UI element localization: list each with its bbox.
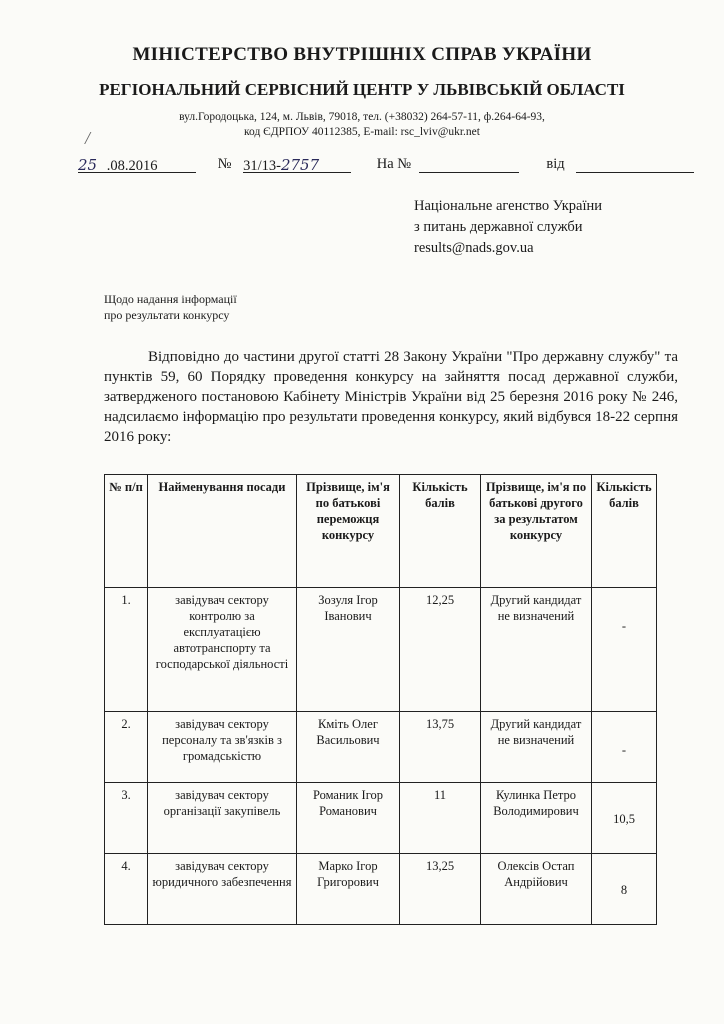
table-row [105, 783, 657, 854]
row-position: завідувач сектору юридичного забезпечення [148, 854, 297, 925]
row-position: завідувач сектору організації закупівель [148, 783, 297, 854]
ministry-title: МІНІСТЕРСТВО ВНУТРІШНІХ СПРАВ УКРАЇНИ [132, 44, 592, 65]
second-score-value: 10,5 [613, 812, 635, 826]
row-second: Другий кандидат не визначений [481, 588, 592, 712]
row-second-score [592, 712, 657, 783]
recipient-line-2: з питань державної служби [414, 219, 583, 235]
row-number: 1. [105, 588, 148, 712]
number-prefix: 31/13- [243, 158, 281, 174]
header-second-score: Кількість балів [592, 475, 657, 588]
body-paragraph [104, 347, 678, 447]
row-number: 3. [105, 783, 148, 854]
row-second: Другий кандидат не визначений [481, 712, 592, 783]
row-winner: Романик Ігор Романович [297, 783, 400, 854]
second-score-value: - [621, 619, 627, 633]
ref-label: На № [376, 156, 412, 172]
address-line-1: вул.Городоцька, 124, м. Львів, 79018, тел. (+38032) 264-57-11, ф.264-64-93, [179, 111, 545, 123]
results-table [104, 474, 657, 925]
registration-line [78, 156, 694, 173]
header-number: № п/п [105, 475, 148, 588]
row-second: Кулинка Петро Володимирович [481, 783, 592, 854]
header-position: Найменування посади [148, 475, 297, 588]
header-second: Прізвище, ім'я по батькові другого за результатом конкурсу [481, 475, 592, 588]
row-winner: Марко Ігор Григорович [297, 854, 400, 925]
recipient-block [414, 196, 602, 259]
recipient-email: results@nads.gov.ua [414, 240, 534, 256]
handwritten-number: 2757 [280, 156, 320, 174]
row-number: 4. [105, 854, 148, 925]
row-score: 11 [400, 783, 481, 854]
row-second: Олексів Остап Андрійович [481, 854, 592, 925]
table-row [105, 712, 657, 783]
recipient-line-1: Національне агенство України [414, 198, 602, 214]
pencil-mark-icon: / [85, 128, 91, 148]
second-score-value: - [621, 743, 627, 757]
from-label: від [546, 156, 565, 172]
address-line-2: код ЄДРПОУ 40112385, E-mail: rsc_lviv@ukr.net [244, 126, 480, 138]
number-label: № [217, 156, 232, 172]
subject-line-1: Щодо надання інформації [104, 292, 237, 306]
row-score: 13,25 [400, 854, 481, 925]
row-score: 12,25 [400, 588, 481, 712]
row-second-score [592, 783, 657, 854]
row-second-score [592, 588, 657, 712]
subject-block [104, 291, 237, 323]
ref-number-blank [419, 156, 519, 173]
from-date-blank [576, 156, 694, 173]
header-score: Кількість балів [400, 475, 481, 588]
center-title: РЕГІОНАЛЬНИЙ СЕРВІСНИЙ ЦЕНТР У ЛЬВІВСЬКІЙ ОБЛАСТІ [99, 80, 625, 99]
second-score-value: 8 [620, 883, 628, 897]
table-row [105, 854, 657, 925]
row-position: завідувач сектору персоналу та зв'язків з громадськістю [148, 712, 297, 783]
table-row [105, 588, 657, 712]
table-header-row [105, 475, 657, 588]
row-position: завідувач сектору контролю за експлуатацією автотранспорту та господарської діяльності [148, 588, 297, 712]
row-number: 2. [105, 712, 148, 783]
header-winner: Прізвище, ім'я по батькові переможця конкурсу [297, 475, 400, 588]
subject-line-2: про результати конкурсу [104, 308, 230, 322]
handwritten-day: 25 [78, 156, 98, 174]
row-winner: Кміть Олег Васильович [297, 712, 400, 783]
row-winner: Зозуля Ігор Іванович [297, 588, 400, 712]
row-score: 13,75 [400, 712, 481, 783]
row-second-score [592, 854, 657, 925]
date-suffix: .08.2016 [106, 158, 158, 174]
body-text: Відповідно до частини другої статті 28 Закону України "Про державну службу" та пунктів 59, 60 Порядку проведення конкурсу на зайняття посад державної служби, затвердженого постановою Кабінету Міністрів України від 25 березня 2016 року № 246, надсилаємо інформацію про результати проведення конкурсу, який відбувся 18-22 серпня 2016 року: [104, 349, 678, 445]
